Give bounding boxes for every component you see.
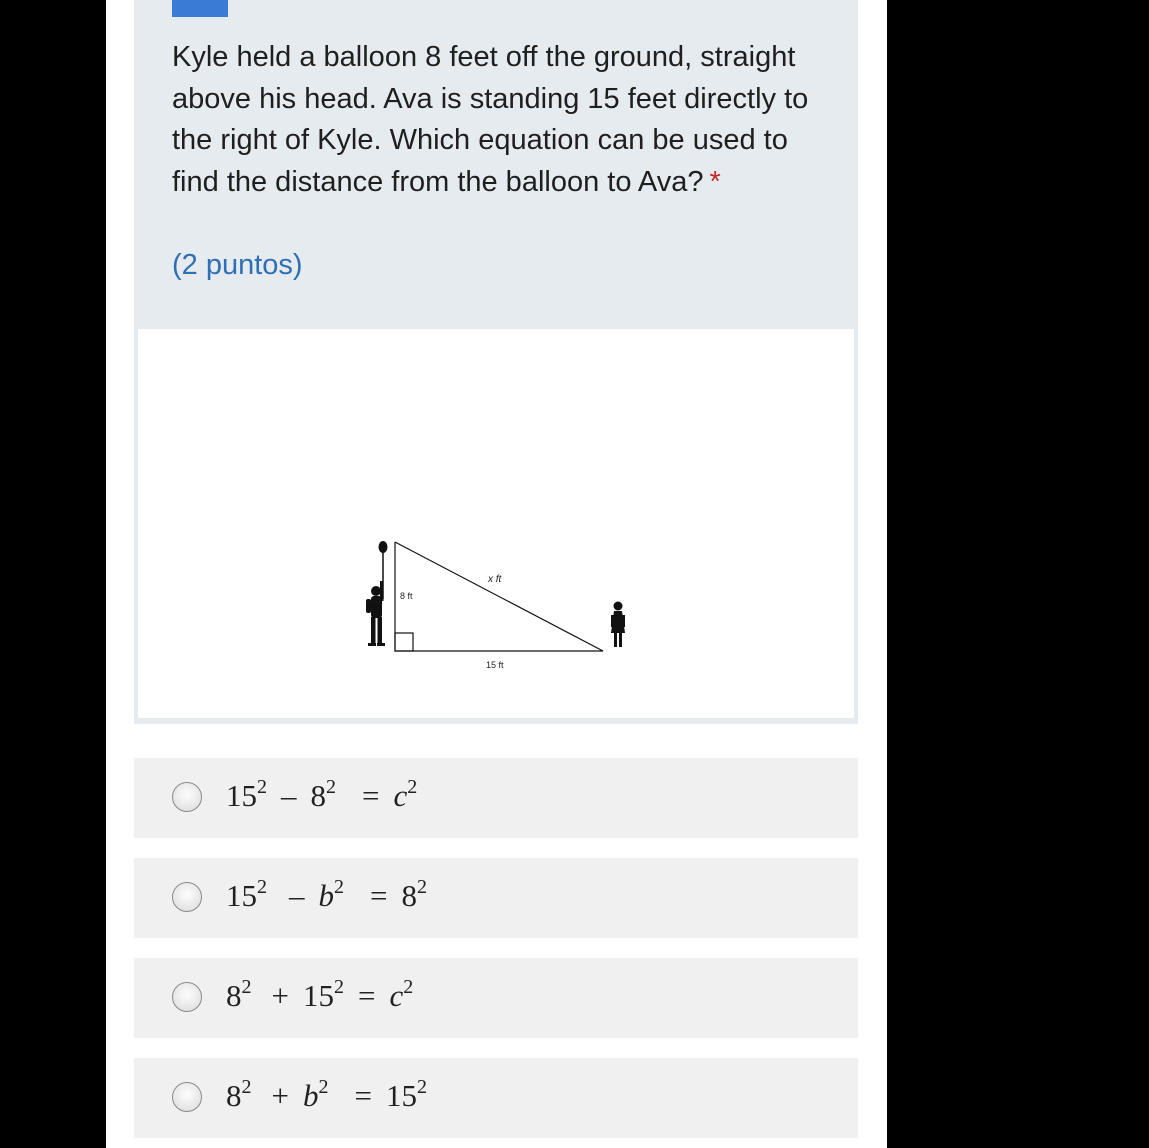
radio-button[interactable] [172, 1082, 202, 1112]
label-base: 15 ft [486, 660, 504, 670]
question-image [138, 329, 854, 718]
triangle-diagram [138, 329, 854, 718]
equation-text: $15^2 - b^2 = 8^2$ [226, 876, 427, 913]
right-triangle [395, 542, 603, 651]
question-number-marker [172, 0, 228, 17]
question-points: (2 puntos) [172, 249, 303, 281]
radio-button[interactable] [172, 982, 202, 1012]
kyle-figure-icon [366, 581, 385, 646]
ava-figure-icon [611, 602, 625, 648]
equation-text: $8^2 + 15^2 = c^2$ [226, 976, 414, 1013]
answer-option-3[interactable] [134, 958, 858, 1038]
radio-button[interactable] [172, 782, 202, 812]
radio-button[interactable] [172, 882, 202, 912]
answer-option-4[interactable] [134, 1058, 858, 1138]
equation-text: $8^2 + b^2 = 15^2$ [226, 1076, 427, 1113]
answer-option-1[interactable] [134, 758, 858, 838]
label-hypotenuse: x ft [488, 574, 502, 585]
balloon-icon [379, 541, 388, 553]
equation-text: $15^2 - 8^2 = c^2$ [226, 776, 418, 813]
answer-option-2[interactable] [134, 858, 858, 938]
required-asterisk: * [709, 165, 721, 198]
question-text [172, 37, 812, 203]
right-angle-marker [395, 633, 413, 651]
label-vertical: 8 ft [400, 591, 413, 601]
question-body: Kyle held a balloon 8 feet off the ground, straight above his head. Ava is standing 15 feet directly to the right of Kyle. Which equation can be used to find the distance from the balloon to Ava? [172, 41, 809, 198]
